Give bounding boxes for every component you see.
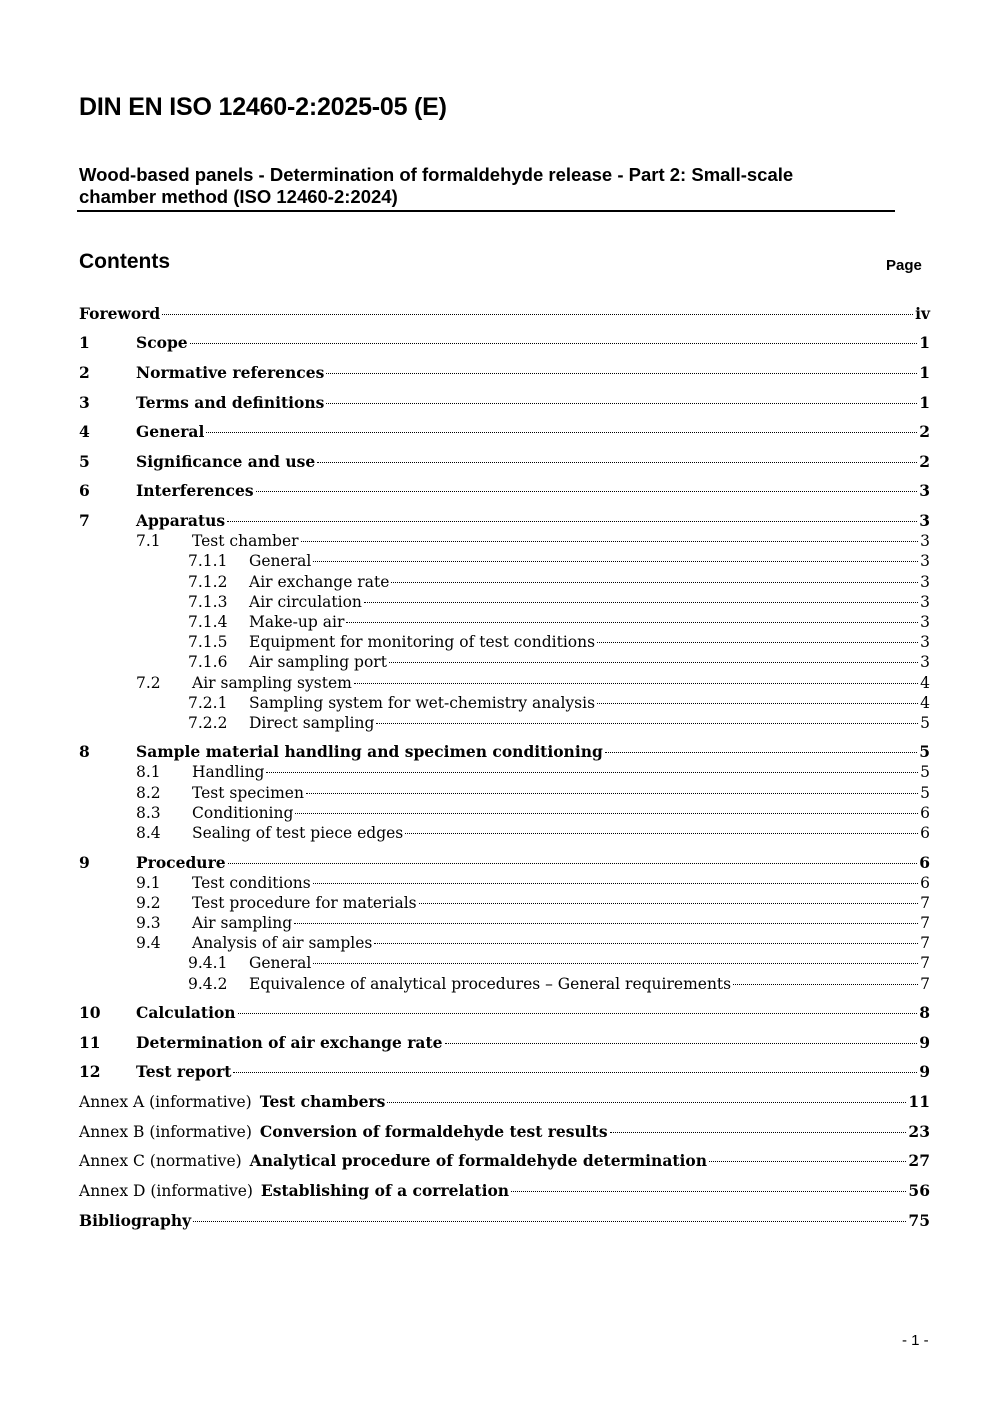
toc-entry-3[interactable] <box>79 393 930 413</box>
toc-label: Significance and use <box>136 452 316 471</box>
toc-label: Conditioning <box>192 804 294 822</box>
toc-entry-5[interactable] <box>79 452 930 472</box>
toc-leader <box>193 1221 906 1222</box>
toc-entry-1[interactable] <box>79 333 930 353</box>
toc-entry-9[interactable] <box>79 853 930 873</box>
toc-entry-10[interactable] <box>79 1003 930 1023</box>
toc-leader <box>376 723 918 724</box>
toc-entry-9-4[interactable] <box>79 933 930 953</box>
toc-entry-7-1[interactable] <box>79 531 930 551</box>
toc-entry-annex-a[interactable] <box>79 1092 930 1112</box>
toc-leader <box>326 373 917 374</box>
toc-label: Determination of air exchange rate <box>136 1033 443 1052</box>
toc-page: 1 <box>919 363 930 382</box>
toc-number: 9 <box>79 853 90 872</box>
contents-heading: Contents <box>79 250 170 273</box>
toc-leader <box>326 403 917 404</box>
toc-page: iv <box>915 304 930 323</box>
toc-entry-11[interactable] <box>79 1033 930 1053</box>
toc-page: 3 <box>920 532 930 550</box>
toc-page: 3 <box>919 511 930 530</box>
toc-leader <box>301 541 919 542</box>
toc-page: 5 <box>919 742 930 761</box>
toc-number: 9.3 <box>136 914 161 932</box>
toc-leader <box>605 752 917 753</box>
toc-entry-9-3[interactable] <box>79 913 930 933</box>
toc-page: 3 <box>920 593 930 611</box>
toc-leader <box>387 1102 906 1103</box>
toc-number: 9.4.1 <box>188 954 228 972</box>
toc-label: Test chamber <box>192 532 299 550</box>
toc-label: Foreword <box>79 304 161 323</box>
toc-entry-annex-b[interactable] <box>79 1122 930 1142</box>
toc-page: 3 <box>920 653 930 671</box>
toc-leader <box>597 703 918 704</box>
toc-annex-prefix: Annex A (informative) <box>79 1093 252 1111</box>
toc-number: 9.2 <box>136 894 161 912</box>
toc-page: 7 <box>920 954 930 972</box>
toc-label: Air sampling system <box>192 674 352 692</box>
toc-page: 6 <box>920 824 930 842</box>
toc-label: Apparatus <box>136 511 226 530</box>
toc-label: Procedure <box>136 853 226 872</box>
toc-page: 1 <box>919 333 930 352</box>
toc-leader <box>317 462 917 463</box>
toc-leader <box>597 642 918 643</box>
toc-label: Analysis of air samples <box>192 934 373 952</box>
toc-entry-9-4-2[interactable] <box>79 974 930 994</box>
toc-entry-7-1-6[interactable] <box>79 652 930 672</box>
toc-entry-7-1-1[interactable] <box>79 551 930 571</box>
toc-number: 12 <box>79 1062 101 1081</box>
toc-annex-prefix: Annex B (informative) <box>79 1123 252 1141</box>
toc-label: Interferences <box>136 481 254 500</box>
toc-number: 8.2 <box>136 784 161 802</box>
toc-leader <box>256 491 918 492</box>
toc-number: 8.4 <box>136 824 161 842</box>
toc-label: Sealing of test piece edges <box>192 824 404 842</box>
toc-leader <box>354 683 918 684</box>
toc-entry-8-1[interactable] <box>79 762 930 782</box>
toc-page: 27 <box>908 1151 930 1170</box>
toc-page: 5 <box>920 763 930 781</box>
toc-page: 7 <box>920 934 930 952</box>
toc-page: 6 <box>919 853 930 872</box>
toc-page: 1 <box>919 393 930 412</box>
toc-entry-7-1-5[interactable] <box>79 632 930 652</box>
toc-leader <box>391 582 918 583</box>
toc-number: 8.3 <box>136 804 161 822</box>
toc-page: 3 <box>919 481 930 500</box>
toc-number: 4 <box>79 422 90 441</box>
toc-page: 5 <box>920 784 930 802</box>
toc-leader <box>294 923 918 924</box>
toc-number: 7.2.2 <box>188 714 228 732</box>
toc-page: 6 <box>920 874 930 892</box>
toc-label: General <box>136 422 205 441</box>
toc-leader <box>374 943 918 944</box>
toc-leader <box>733 984 918 985</box>
toc-number: 7.2.1 <box>188 694 228 712</box>
toc-number: 7.2 <box>136 674 161 692</box>
toc-label: Test procedure for materials <box>192 894 417 912</box>
toc-number: 11 <box>79 1033 101 1052</box>
toc-leader <box>162 314 913 315</box>
document-title <box>79 164 879 208</box>
toc-number: 7.1 <box>136 532 161 550</box>
toc-label: Equivalence of analytical procedures – General requirements <box>249 975 732 993</box>
document-id: DIN EN ISO 12460-2:2025-05 (E) <box>79 93 447 121</box>
toc-number: 9.4.2 <box>188 975 228 993</box>
toc-leader <box>238 1013 918 1014</box>
toc-entry-7-2[interactable] <box>79 673 930 693</box>
toc-entry-7-1-4[interactable] <box>79 612 930 632</box>
toc-page: 23 <box>908 1122 930 1141</box>
toc-label: General <box>249 954 312 972</box>
toc-page: 56 <box>908 1181 930 1200</box>
toc-label: Test report <box>136 1062 232 1081</box>
toc-label: Establishing of a correlation <box>260 1181 510 1200</box>
toc-leader <box>346 622 918 623</box>
toc-label: Handling <box>192 763 265 781</box>
toc-leader <box>206 432 917 433</box>
toc-leader <box>228 863 918 864</box>
toc-label: Air sampling port <box>249 653 387 671</box>
toc-label: Test chambers <box>259 1092 386 1111</box>
toc-page: 3 <box>920 573 930 591</box>
toc-entry-8-3[interactable] <box>79 803 930 823</box>
toc-entry-7-1-2[interactable] <box>79 572 930 592</box>
toc-number: 7 <box>79 511 90 530</box>
toc-label: Air circulation <box>249 593 362 611</box>
toc-number: 7.1.1 <box>188 552 228 570</box>
toc-entry-8-4[interactable] <box>79 823 930 843</box>
toc-leader <box>190 343 918 344</box>
toc-number: 7.1.2 <box>188 573 228 591</box>
toc-leader <box>233 1072 917 1073</box>
toc-label: Terms and definitions <box>136 393 325 412</box>
document-title-line-1: Wood-based panels - Determination of formaldehyde release - Part 2: Small-scale <box>79 164 794 185</box>
toc-entry-bibliography[interactable] <box>79 1211 930 1231</box>
toc-annex-prefix: Annex C (normative) <box>79 1152 242 1170</box>
toc-page: 3 <box>920 633 930 651</box>
toc-entry-annex-c[interactable] <box>79 1151 930 1171</box>
toc-leader <box>405 833 918 834</box>
toc-number: 8.1 <box>136 763 161 781</box>
toc-number: 5 <box>79 452 90 471</box>
toc-label: Direct sampling <box>249 714 375 732</box>
toc-label: Scope <box>136 333 188 352</box>
toc-number: 6 <box>79 481 90 500</box>
toc-leader <box>295 813 918 814</box>
toc-entry-9-2[interactable] <box>79 893 930 913</box>
toc-label: Analytical procedure of formaldehyde determination <box>249 1151 708 1170</box>
toc-number: 7.1.4 <box>188 613 228 631</box>
toc-page: 6 <box>920 804 930 822</box>
toc-entry-9-1[interactable] <box>79 873 930 893</box>
toc-page: 4 <box>920 694 930 712</box>
toc-page: 75 <box>908 1211 930 1230</box>
toc-page: 9 <box>919 1033 930 1052</box>
toc-number: 1 <box>79 333 90 352</box>
toc-leader <box>306 793 918 794</box>
toc-page: 8 <box>919 1003 930 1022</box>
toc-number: 2 <box>79 363 90 382</box>
toc-leader <box>266 772 918 773</box>
page-column-heading: Page <box>886 257 922 274</box>
toc-label: Make-up air <box>249 613 345 631</box>
toc-number: 7.1.3 <box>188 593 228 611</box>
toc-entry-6[interactable] <box>79 481 930 501</box>
toc-page: 3 <box>920 552 930 570</box>
toc-entry-9-4-1[interactable] <box>79 953 930 973</box>
toc-label: Air exchange rate <box>249 573 390 591</box>
toc-entry-7[interactable] <box>79 511 930 531</box>
toc-label: Air sampling <box>192 914 293 932</box>
toc-page: 3 <box>920 613 930 631</box>
toc-page: 7 <box>920 975 930 993</box>
toc-label: Bibliography <box>79 1211 192 1230</box>
toc-leader <box>313 561 918 562</box>
toc-page: 11 <box>908 1092 930 1111</box>
toc-page: 7 <box>920 914 930 932</box>
toc-entry-7-2-2[interactable] <box>79 713 930 733</box>
toc-leader <box>313 883 918 884</box>
toc-leader <box>419 903 919 904</box>
toc-label: Sample material handling and specimen conditioning <box>136 742 603 761</box>
toc-label: Normative references <box>136 363 325 382</box>
toc-page: 9 <box>919 1062 930 1081</box>
toc-leader <box>364 602 918 603</box>
toc-entry-foreword[interactable] <box>79 304 930 324</box>
toc-entry-7-1-3[interactable] <box>79 592 930 612</box>
toc-number: 7.1.5 <box>188 633 228 651</box>
toc-entry-8-2[interactable] <box>79 783 930 803</box>
toc-leader <box>445 1043 918 1044</box>
toc-page: 7 <box>920 894 930 912</box>
toc-label: Sampling system for wet-chemistry analysis <box>249 694 596 712</box>
toc-number: 10 <box>79 1003 101 1022</box>
toc-label: Conversion of formaldehyde test results <box>259 1122 608 1141</box>
toc-label: Test conditions <box>192 874 311 892</box>
page-number: - 1 - <box>902 1332 929 1349</box>
toc-leader <box>511 1191 906 1192</box>
toc-leader <box>227 521 917 522</box>
toc-number: 9.1 <box>136 874 161 892</box>
toc-leader <box>389 662 918 663</box>
toc-leader <box>610 1132 907 1133</box>
toc-page: 2 <box>919 422 930 441</box>
toc-number: 9.4 <box>136 934 161 952</box>
toc-number: 7.1.6 <box>188 653 228 671</box>
toc-entry-8[interactable] <box>79 742 930 762</box>
toc-label: Equipment for monitoring of test conditions <box>249 633 596 651</box>
toc-page: 2 <box>919 452 930 471</box>
toc-label: Calculation <box>136 1003 236 1022</box>
toc-entry-4[interactable] <box>79 422 930 442</box>
toc-label: General <box>249 552 312 570</box>
toc-page: 5 <box>920 714 930 732</box>
title-underline <box>77 210 895 212</box>
toc-entry-7-2-1[interactable] <box>79 693 930 713</box>
toc-annex-prefix: Annex D (informative) <box>79 1182 253 1200</box>
toc-entry-2[interactable] <box>79 363 930 383</box>
document-title-line-2: chamber method (ISO 12460-2:2024) <box>79 186 398 207</box>
toc-label: Test specimen <box>192 784 304 802</box>
toc-leader <box>313 963 918 964</box>
toc-entry-annex-d[interactable] <box>79 1181 930 1201</box>
toc-entry-12[interactable] <box>79 1062 930 1082</box>
toc-page: 4 <box>920 674 930 692</box>
toc-leader <box>709 1161 906 1162</box>
toc-number: 8 <box>79 742 90 761</box>
toc-number: 3 <box>79 393 90 412</box>
